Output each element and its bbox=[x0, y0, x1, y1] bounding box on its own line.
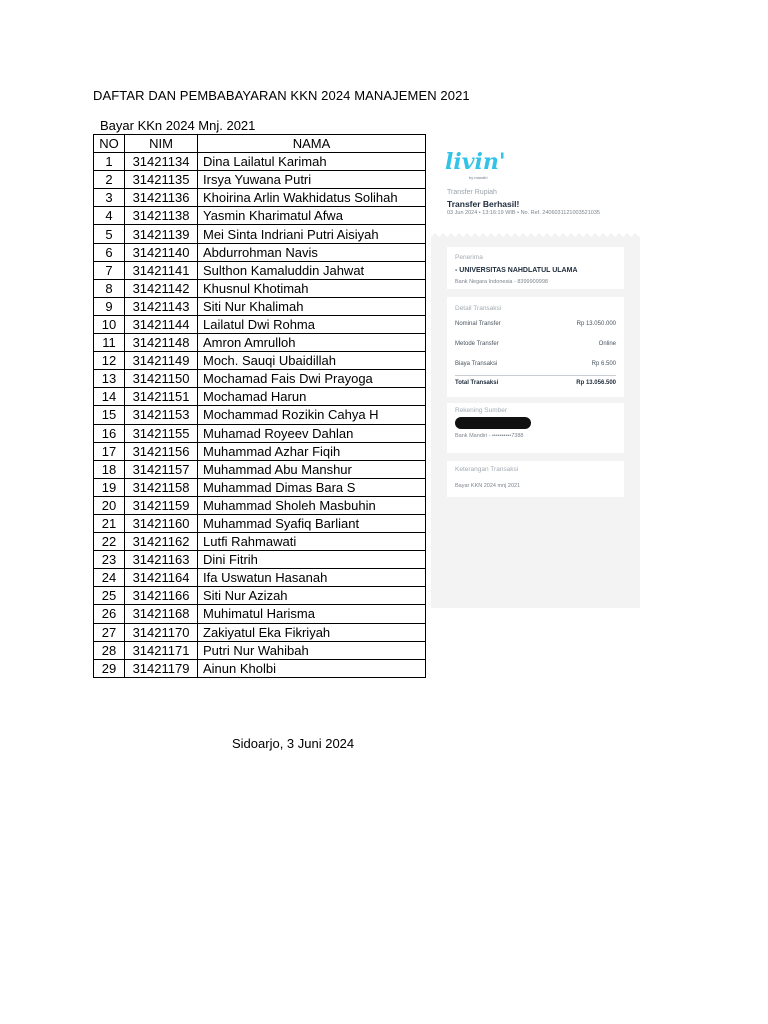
table-row bbox=[94, 352, 426, 370]
row-no-cell: 17 bbox=[94, 442, 125, 460]
detail-label: Detail Transaksi bbox=[455, 305, 502, 312]
row-no-cell: 20 bbox=[94, 496, 125, 514]
header-nama: NAMA bbox=[198, 135, 426, 153]
recipient-label: Penerima bbox=[455, 254, 483, 261]
document-title: DAFTAR DAN PEMBABAYARAN KKN 2024 MANAJEMEN 2021 bbox=[93, 88, 470, 103]
note-label: Keterangan Transaksi bbox=[455, 466, 519, 473]
row-nim-cell: 31421162 bbox=[125, 533, 198, 551]
row-nim-cell: 31421166 bbox=[125, 587, 198, 605]
row-no-cell: 25 bbox=[94, 587, 125, 605]
total-row bbox=[455, 380, 616, 386]
table-row bbox=[94, 514, 426, 532]
row-no-cell: 6 bbox=[94, 243, 125, 261]
note-card bbox=[447, 461, 624, 497]
row-no-cell: 11 bbox=[94, 334, 125, 352]
recipient-name: - UNIVERSITAS NAHDLATUL ULAMA bbox=[455, 267, 578, 274]
table-row bbox=[94, 297, 426, 315]
table-row bbox=[94, 171, 426, 189]
table-row bbox=[94, 569, 426, 587]
row-nim-cell: 31421168 bbox=[125, 605, 198, 623]
table-row bbox=[94, 315, 426, 333]
recipient-account: Bank Negara Indonesia - 8399909998 bbox=[455, 279, 548, 285]
detail-row-label: Nominal Transfer bbox=[455, 321, 501, 327]
table-header-row bbox=[94, 135, 426, 153]
row-name-cell: Irsya Yuwana Putri bbox=[198, 171, 426, 189]
row-no-cell: 24 bbox=[94, 569, 125, 587]
table-row bbox=[94, 659, 426, 677]
table-row bbox=[94, 261, 426, 279]
header-no: NO bbox=[94, 135, 125, 153]
row-name-cell: Muhammad Abu Manshur bbox=[198, 460, 426, 478]
table-row bbox=[94, 587, 426, 605]
table-row bbox=[94, 207, 426, 225]
student-table bbox=[93, 134, 426, 678]
row-no-cell: 14 bbox=[94, 388, 125, 406]
row-no-cell: 12 bbox=[94, 352, 125, 370]
detail-row-value: Rp 13.050.000 bbox=[576, 321, 616, 327]
note-text: Bayar KKN 2024 mnj 2021 bbox=[455, 483, 521, 489]
row-name-cell: Amron Amrulloh bbox=[198, 334, 426, 352]
row-no-cell: 1 bbox=[94, 153, 125, 171]
row-name-cell: Siti Nur Azizah bbox=[198, 587, 426, 605]
row-name-cell: Ainun Kholbi bbox=[198, 659, 426, 677]
table-body bbox=[94, 153, 426, 678]
table-row bbox=[94, 388, 426, 406]
row-name-cell: Khoirina Arlin Wakhidatus Solihah bbox=[198, 189, 426, 207]
row-name-cell: Lailatul Dwi Rohma bbox=[198, 315, 426, 333]
row-name-cell: Mei Sinta Indriani Putri Aisiyah bbox=[198, 225, 426, 243]
row-nim-cell: 31421141 bbox=[125, 261, 198, 279]
row-nim-cell: 31421156 bbox=[125, 442, 198, 460]
row-nim-cell: 31421164 bbox=[125, 569, 198, 587]
row-nim-cell: 31421157 bbox=[125, 460, 198, 478]
row-name-cell: Lutfi Rahmawati bbox=[198, 533, 426, 551]
row-no-cell: 23 bbox=[94, 551, 125, 569]
source-card bbox=[447, 403, 624, 453]
receipt-header bbox=[431, 137, 640, 233]
row-name-cell: Abdurrohman Navis bbox=[198, 243, 426, 261]
row-no-cell: 5 bbox=[94, 225, 125, 243]
row-name-cell: Ifa Uswatun Hasanah bbox=[198, 569, 426, 587]
row-name-cell: Muhamad Royeev Dahlan bbox=[198, 424, 426, 442]
row-name-cell: Dina Lailatul Karimah bbox=[198, 153, 426, 171]
row-nim-cell: 31421159 bbox=[125, 496, 198, 514]
row-no-cell: 15 bbox=[94, 406, 125, 424]
row-name-cell: Putri Nur Wahibah bbox=[198, 641, 426, 659]
table-row bbox=[94, 279, 426, 297]
detail-row-value: Online bbox=[598, 341, 616, 347]
table-row bbox=[94, 424, 426, 442]
transfer-receipt-image bbox=[431, 137, 640, 608]
source-account: Bank Mandiri - ••••••••••7388 bbox=[455, 433, 524, 439]
row-name-cell: Muhammad Sholeh Masbuhin bbox=[198, 496, 426, 514]
row-nim-cell: 31421149 bbox=[125, 352, 198, 370]
row-name-cell: Mochamad Fais Dwi Prayoga bbox=[198, 370, 426, 388]
row-nim-cell: 31421135 bbox=[125, 171, 198, 189]
row-name-cell: Dini Fitrih bbox=[198, 551, 426, 569]
recipient-card bbox=[447, 247, 624, 289]
source-label: Rekening Sumber bbox=[455, 407, 508, 414]
row-no-cell: 27 bbox=[94, 623, 125, 641]
table-row bbox=[94, 243, 426, 261]
detail-row-label: Metode Transfer bbox=[455, 341, 499, 347]
row-nim-cell: 31421148 bbox=[125, 334, 198, 352]
row-name-cell: Muhammad Syafiq Barliant bbox=[198, 514, 426, 532]
row-nim-cell: 31421171 bbox=[125, 641, 198, 659]
row-nim-cell: 31421139 bbox=[125, 225, 198, 243]
row-no-cell: 3 bbox=[94, 189, 125, 207]
detail-row-value: Rp 6.500 bbox=[591, 361, 616, 367]
place-date: Sidoarjo, 3 Juni 2024 bbox=[232, 736, 355, 751]
row-no-cell: 21 bbox=[94, 514, 125, 532]
table-row bbox=[94, 406, 426, 424]
detail-row bbox=[455, 361, 616, 367]
table-row bbox=[94, 641, 426, 659]
livin-logo: livin' bbox=[445, 149, 506, 175]
row-nim-cell: 31421163 bbox=[125, 551, 198, 569]
row-nim-cell: 31421136 bbox=[125, 189, 198, 207]
row-nim-cell: 31421151 bbox=[125, 388, 198, 406]
row-nim-cell: 31421153 bbox=[125, 406, 198, 424]
total-value: Rp 13.056.500 bbox=[576, 380, 616, 386]
row-no-cell: 7 bbox=[94, 261, 125, 279]
table-row bbox=[94, 370, 426, 388]
redacted-name-mark bbox=[455, 417, 531, 429]
row-no-cell: 2 bbox=[94, 171, 125, 189]
row-nim-cell: 31421134 bbox=[125, 153, 198, 171]
row-name-cell: Moch. Sauqi Ubaidillah bbox=[198, 352, 426, 370]
row-nim-cell: 31421150 bbox=[125, 370, 198, 388]
table-row bbox=[94, 623, 426, 641]
row-no-cell: 8 bbox=[94, 279, 125, 297]
row-no-cell: 9 bbox=[94, 297, 125, 315]
row-no-cell: 22 bbox=[94, 533, 125, 551]
row-no-cell: 13 bbox=[94, 370, 125, 388]
detail-row-label: Biaya Transaksi bbox=[455, 361, 498, 367]
row-nim-cell: 31421155 bbox=[125, 424, 198, 442]
receipt-zigzag-divider bbox=[431, 233, 640, 241]
row-nim-cell: 31421160 bbox=[125, 514, 198, 532]
row-name-cell: Muhammad Azhar Fiqih bbox=[198, 442, 426, 460]
row-name-cell: Zakiyatul Eka Fikriyah bbox=[198, 623, 426, 641]
table-row bbox=[94, 153, 426, 171]
table-row bbox=[94, 605, 426, 623]
row-no-cell: 10 bbox=[94, 315, 125, 333]
row-nim-cell: 31421138 bbox=[125, 207, 198, 225]
header-nim: NIM bbox=[125, 135, 198, 153]
row-name-cell: Sulthon Kamaluddin Jahwat bbox=[198, 261, 426, 279]
detail-card bbox=[447, 297, 624, 397]
row-no-cell: 4 bbox=[94, 207, 125, 225]
row-nim-cell: 31421143 bbox=[125, 297, 198, 315]
row-no-cell: 18 bbox=[94, 460, 125, 478]
row-name-cell: Yasmin Kharimatul Afwa bbox=[198, 207, 426, 225]
total-label: Total Transaksi bbox=[455, 380, 499, 386]
detail-row bbox=[455, 341, 616, 347]
row-no-cell: 26 bbox=[94, 605, 125, 623]
table-row bbox=[94, 460, 426, 478]
row-no-cell: 28 bbox=[94, 641, 125, 659]
row-name-cell: Muhammad Dimas Bara S bbox=[198, 478, 426, 496]
table-row bbox=[94, 551, 426, 569]
row-name-cell: Muhimatul Harisma bbox=[198, 605, 426, 623]
row-name-cell: Mochammad Rozikin Cahya H bbox=[198, 406, 426, 424]
table-row bbox=[94, 478, 426, 496]
transfer-status: Transfer Berhasil! bbox=[447, 199, 520, 209]
total-divider bbox=[455, 375, 616, 376]
row-name-cell: Khusnul Khotimah bbox=[198, 279, 426, 297]
table-row bbox=[94, 496, 426, 514]
row-nim-cell: 31421170 bbox=[125, 623, 198, 641]
table-row bbox=[94, 189, 426, 207]
table-row bbox=[94, 225, 426, 243]
table-row bbox=[94, 533, 426, 551]
row-nim-cell: 31421179 bbox=[125, 659, 198, 677]
transfer-meta: 03 Jun 2024 • 13:16:19 WIB • No. Ref. 2406031121003521035 bbox=[447, 210, 600, 216]
row-nim-cell: 31421140 bbox=[125, 243, 198, 261]
row-no-cell: 19 bbox=[94, 478, 125, 496]
row-no-cell: 16 bbox=[94, 424, 125, 442]
logo-subtext: by mandiri bbox=[469, 175, 488, 180]
row-no-cell: 29 bbox=[94, 659, 125, 677]
table-caption: Bayar KKn 2024 Mnj. 2021 bbox=[100, 118, 256, 133]
row-nim-cell: 31421144 bbox=[125, 315, 198, 333]
row-nim-cell: 31421142 bbox=[125, 279, 198, 297]
row-name-cell: Siti Nur Khalimah bbox=[198, 297, 426, 315]
table-row bbox=[94, 442, 426, 460]
row-name-cell: Mochamad Harun bbox=[198, 388, 426, 406]
transfer-type: Transfer Rupiah bbox=[447, 189, 497, 196]
table-row bbox=[94, 334, 426, 352]
detail-row bbox=[455, 321, 616, 327]
row-nim-cell: 31421158 bbox=[125, 478, 198, 496]
